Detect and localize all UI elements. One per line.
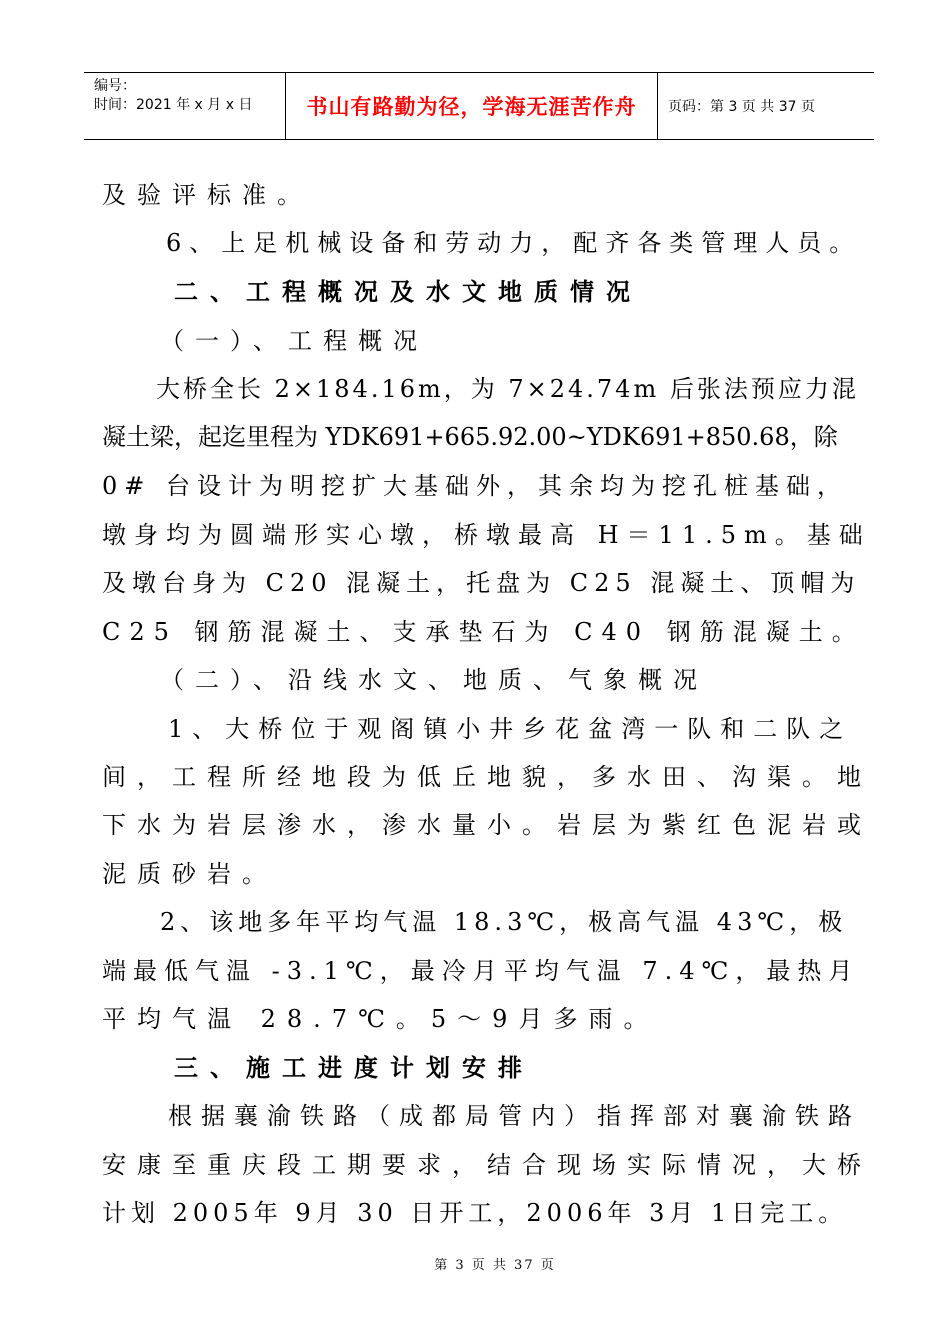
header-meta	[84, 73, 286, 139]
subsection-heading: （一）、工程概况	[102, 327, 428, 355]
body-line: 0# 台设计为明挖扩大基础外，其余均为挖孔桩基础，	[102, 472, 849, 500]
section-heading: 二、工程概况及水文地质情况	[102, 278, 642, 306]
body-line: 2、该地多年平均气温 18.3℃，极高气温 43℃，极	[102, 908, 848, 936]
body-line: 凝土梁，起迄里程为 YDK691+665.92.00~YDK691+850.68，除	[102, 423, 838, 451]
body-line: 1、大桥位于观阁镇小井乡花盆湾一队和二队之	[102, 715, 853, 743]
body-line: 大桥全长 2×184.16m，为 7×24.74m 后张法预应力混	[102, 375, 859, 403]
number-label: 编号：	[94, 78, 136, 94]
body-line: 根据襄渝铁路（成都局管内）指挥部对襄渝铁路	[102, 1102, 861, 1130]
subsection-heading: （二）、沿线水文、地质、气象概况	[102, 666, 708, 694]
section-heading: 三、施工进度计划安排	[102, 1054, 534, 1082]
document-header	[84, 72, 874, 140]
header-motto: 书山有路勤为径，学海无涯苦作舟	[286, 73, 658, 139]
body-line: 泥质砂岩。	[102, 860, 277, 888]
page-footer: 第 3 页 共 37 页	[434, 1258, 556, 1273]
time-label: 时间：2021 年 x 月 x 日	[94, 97, 253, 113]
body-line: 墩身均为圆端形实心墩，桥墩最高 H＝11.5m。基础	[102, 521, 871, 549]
body-line: 安康至重庆段工期要求，结合现场实际情况，大桥	[102, 1151, 872, 1179]
body-line: C25 钢筋混凝土、支承垫石为 C40 钢筋混凝土。	[102, 618, 865, 646]
header-page-info: 页码：第 3 页 共 37 页	[668, 99, 815, 115]
body-line: 下水为岩层渗水，渗水量小。岩层为紫红色泥岩或	[102, 811, 872, 839]
body-line: 及验评标准。	[102, 181, 312, 209]
body-line: 6、上足机械设备和劳动力，配齐各类管理人员。	[102, 229, 862, 257]
body-line: 端最低气温 -3.1℃，最冷月平均气温 7.4℃，最热月	[102, 957, 860, 985]
body-line: 及墩台身为 C20 混凝土，托盘为 C25 混凝土、顶帽为	[102, 569, 861, 597]
body-line: 计划 2005年 9月 30 日开工，2006年 3月 1日完工。	[102, 1199, 848, 1227]
body-line: 平均气温 28.7℃。5～9月多雨。	[102, 1005, 659, 1033]
body-line: 间，工程所经地段为低丘地貌，多水田、沟渠。地	[102, 763, 872, 791]
